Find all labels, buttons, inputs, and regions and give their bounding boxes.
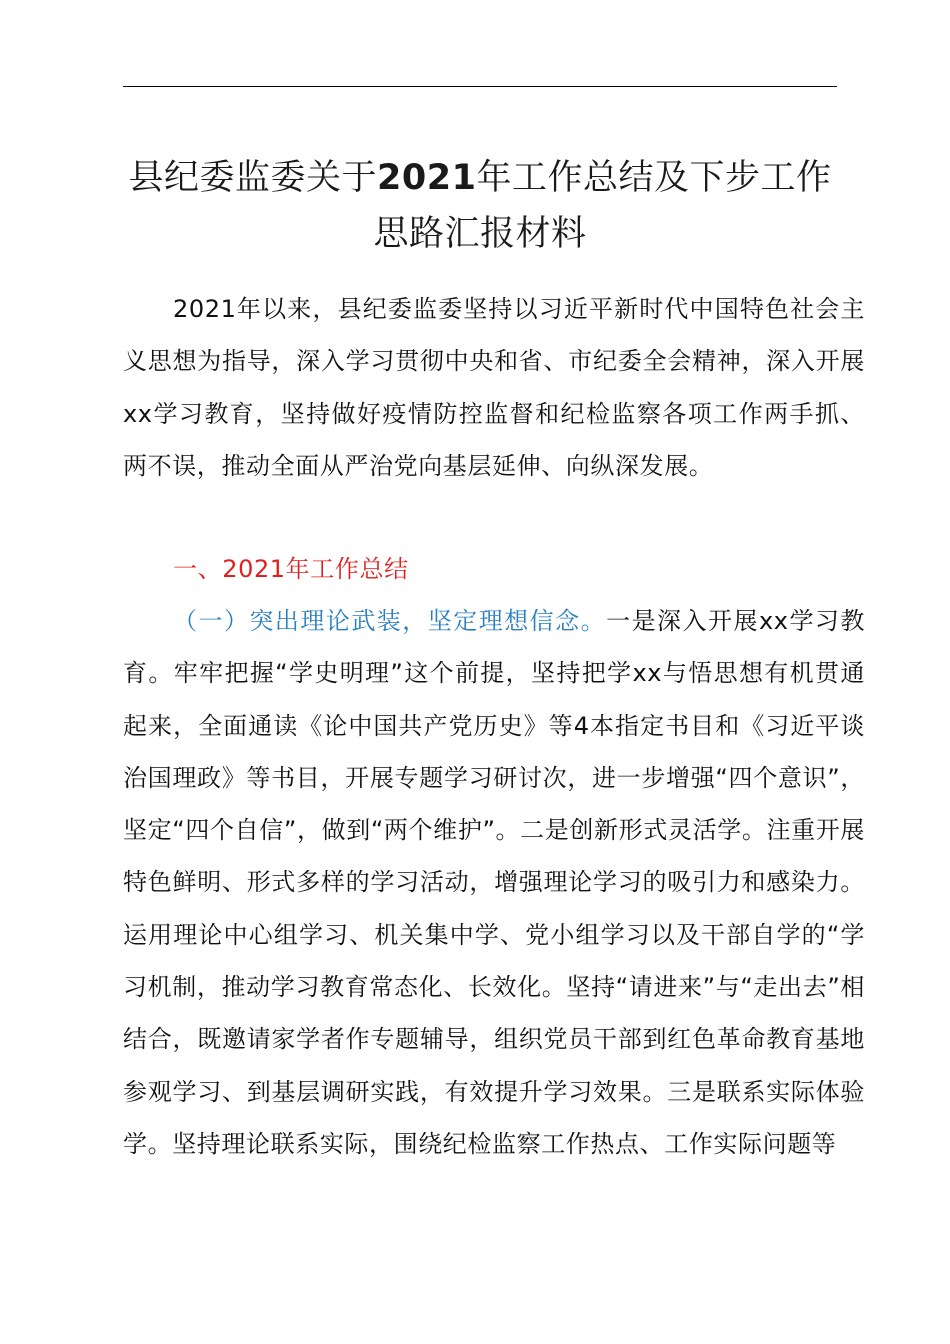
subsection-heading: （一）突出理论武装，坚定理想信念。 [173,607,607,635]
intro-paragraph: 2021年以来，县纪委监委坚持以习近平新时代中国特色社会主义思想为指导，深入学习贯彻中央和省、市纪委全会精神，深入开展xx学习教育，坚持做好疫情防控监督和纪检监察各项工作两手抓、两不误，推动全面从严治党向基层延伸、向纵深发展。 [123,295,865,480]
subsection-body: 一是深入开展xx学习教育。牢牢把握“学史明理”这个前提，坚持把学xx与悟思想有机贯通起来，全面通读《论中国共产党历史》等4本指定书目和《习近平谈治国理政》等书目，开展专题学习研讨次，进一步增强“四个意识”，坚定“四个自信”，做到“两个维护”。二是创新形式灵活学。注重开展特色鲜明、形式多样的学习活动，增强理论学习的吸引力和感染力。运用理论中心组学习、机关集中学、党小组学习以及干部自学的“学习机制，推动学习教育常态化、长效化。坚持“请进来”与“走出去”相结合，既邀请家学者作专题辅导，组织党员干部到红色革命教育基地参观学习、到基层调研实践，有效提升学习效果。三是联系实际体验学。坚持理论联系实际，围绕纪检监察工作热点、工作实际问题等 [123,607,866,1158]
title-year: 2021 [377,158,477,198]
title-suffix: 年工作总结及下步工作 [476,158,832,198]
title-prefix: 县纪委监委关于 [128,158,378,198]
title-line-2: 思路汇报材料 [373,214,587,254]
header-rule [123,86,837,87]
section-heading: 一、2021年工作总结 [173,555,409,583]
document-title [100,150,860,262]
title-line-1 [100,150,860,206]
section-paragraph [123,595,865,1170]
